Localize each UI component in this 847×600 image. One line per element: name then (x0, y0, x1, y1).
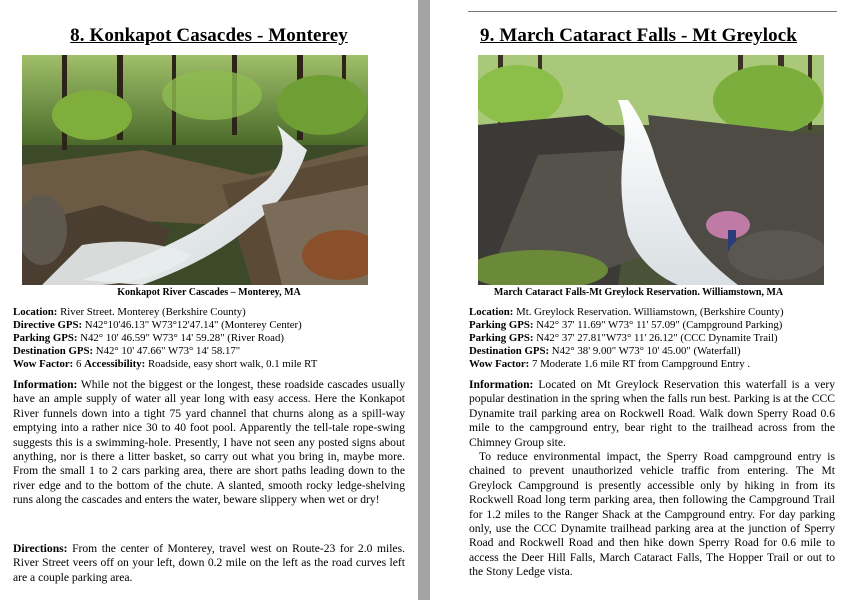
fact-wow-factor: Wow Factor: 7 Moderate 1.6 mile RT from Campground Entry . (469, 358, 751, 370)
information-text-continued: To reduce environmental impact, the Sperry Road campground entry is chained to prevent unauthorized vehicle traffic from entering. The Mt Greylock Campground is presently accessible only by hiking in from its Rockwell Road long term parking area, then following the Campground Trail for 1.2 miles to the Ranger Shack at the Campground entry. For day parking only, use the CCC Dynamite trailhead parking area at the junction of Sperry Road and Rockwell Road and then hike down Sperry Road for 0.6 mile to access the Deer Hill Falls, March Cataract Falls, The Hopper Trail or out to the Stony Ledge vista. (469, 450, 835, 579)
fact-location: Location: Mt. Greylock Reservation. Williamstown, (Berkshire County) (469, 306, 784, 318)
fact-destination-gps: Destination GPS: N42° 10' 47.66" W73° 14' 58.17" (13, 345, 241, 357)
directions-paragraph (13, 542, 405, 585)
information-paragraph (469, 378, 835, 580)
fact-location: Location: River Street. Monterey (Berkshire County) (13, 306, 246, 318)
photo-caption: Konkapot River Cascades – Monterey, MA (117, 287, 301, 298)
fact-parking-gps: Parking GPS: N42° 10' 46.59" W73° 14' 59.28" (River Road) (13, 332, 284, 344)
page-gutter (418, 0, 430, 600)
information-label: Information: (469, 378, 534, 391)
directions-label: Directions: (13, 542, 68, 555)
waterfall-illustration (478, 55, 824, 285)
facts-block (469, 306, 784, 371)
page-title: 9. March Cataract Falls - Mt Greylock (480, 25, 797, 46)
fact-destination-gps: Destination GPS: N42° 38' 9.00" W73° 10' 45.00" (Waterfall) (469, 345, 741, 357)
information-text: Located on Mt Greylock Reservation this waterfall is a very popular destination in the spring when the falls run best. Parking is at the CCC Dynamite trail parking area on Rockwell Road. Walk down Sperry Road 0.6 mile to the campground entry, bear right to the trailhead across from the Chimney Group site. (469, 378, 835, 449)
waterfall-photo (478, 55, 824, 285)
fact-directive-gps: Directive GPS: N42°10'46.13" W73°12'47.14" (Monterey Center) (13, 319, 302, 331)
left-page (0, 0, 418, 600)
fact-parking-gps-ccc: Parking GPS: N42° 37' 27.81"W73° 11' 26.12" (CCC Dynamite Trail) (469, 332, 778, 344)
fact-wow-factor: Wow Factor: 6 Accessibility: Roadside, easy short walk, 0.1 mile RT (13, 358, 318, 370)
right-page (430, 0, 847, 600)
facts-block (13, 306, 317, 371)
information-text: While not the biggest or the longest, these roadside cascades usually have an ample supply of water all year long with easy access. Here the Konkapot River funnels down into a tight 75 yard channel that churns along as a spill-way emptying into a rather nice 30 to 40 foot pool. Apparently the tell-tale rope-swing suggests this is a swimming-hole. Presently, I have not seen any posted signs about anything, nor is there a litter basket, so carry out what you bring in, maybe more. From the small 1 to 2 cars parking area, there are short paths leading down to the river edge and to the bottom of the chute. A slanted, smooth rocky ledge-shelving runs along the cascades and enters the water, beware slippery when wet or dry! (13, 378, 405, 507)
header-rule (468, 11, 837, 12)
information-paragraph (13, 378, 405, 508)
information-label: Information: (13, 378, 78, 391)
cascade-illustration (22, 55, 368, 285)
cascade-photo (22, 55, 368, 285)
fact-parking-gps-campground: Parking GPS: N42° 37' 11.69" W73° 11' 57.09" (Campground Parking) (469, 319, 783, 331)
directions-text: From the center of Monterey, travel west on Route-23 for 2.0 miles. River Street veers off on your left, down 0.2 mile on the left as the road curves left are a couple parking area. (13, 542, 405, 584)
page-title: 8. Konkapot Casacdes - Monterey (70, 25, 348, 46)
photo-caption: March Cataract Falls-Mt Greylock Reservation. Williamstown, MA (493, 287, 784, 298)
